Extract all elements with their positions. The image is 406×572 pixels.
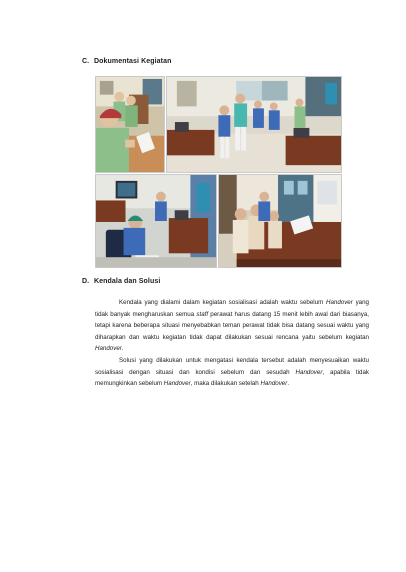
paragraph-solusi bbox=[95, 355, 369, 390]
section-title: Dokumentasi Kegiatan bbox=[94, 58, 172, 65]
italic-term: staff bbox=[196, 310, 209, 318]
section-heading-c bbox=[82, 58, 171, 65]
text-run: Solusi yang dilakukan untuk mengatasi kendala tersebut adalah menyesuaikan waktu sosialisasi dengan situasi dan kondisi sebelum dan sesudah bbox=[95, 356, 369, 376]
text-run: , apabila tidak memungkinkan sebelum bbox=[95, 368, 370, 388]
italic-term: Handover bbox=[325, 299, 353, 306]
section-number: C. bbox=[82, 58, 90, 65]
text-run: , maka dilakukan setelah bbox=[190, 380, 261, 388]
activity-photo-grid bbox=[95, 76, 342, 268]
activity-photo-3 bbox=[95, 174, 217, 268]
text-run: Kendala yang dialami dalam kegiatan sosialisasi adalah waktu sebelum bbox=[119, 299, 326, 306]
text-run: perawat harus datang 15 menit lebih awal dari biasanya, tetapi karena beberapa situasi menyebabkan teman perawat tidak bisa datang sesuai waktu yang diharapkan dan waktu kegiatan tidak dapat dilakukan sesuai rencana yaitu sebelum kegiatan bbox=[95, 310, 369, 341]
activity-photo-4 bbox=[218, 174, 342, 268]
section-title: Kendala dan Solusi bbox=[94, 278, 161, 285]
text-run: . bbox=[287, 380, 290, 388]
italic-term: Handover bbox=[95, 345, 122, 353]
photo-illustration bbox=[96, 175, 216, 267]
italic-term: Handover bbox=[295, 368, 323, 376]
photo-illustration bbox=[96, 77, 164, 172]
photo-illustration bbox=[167, 77, 341, 172]
italic-term: Handover bbox=[163, 380, 191, 388]
section-body bbox=[95, 297, 369, 390]
activity-photo-1 bbox=[95, 76, 165, 173]
photo-illustration bbox=[219, 175, 341, 267]
text-run: . bbox=[121, 345, 124, 353]
activity-photo-2 bbox=[166, 76, 342, 173]
italic-term: Handover bbox=[260, 380, 288, 388]
text-run: yang tidak banyak mengharuskan semua bbox=[95, 299, 369, 318]
paragraph-kendala bbox=[95, 297, 369, 355]
section-number: D. bbox=[82, 278, 90, 285]
section-heading-d bbox=[82, 278, 160, 285]
